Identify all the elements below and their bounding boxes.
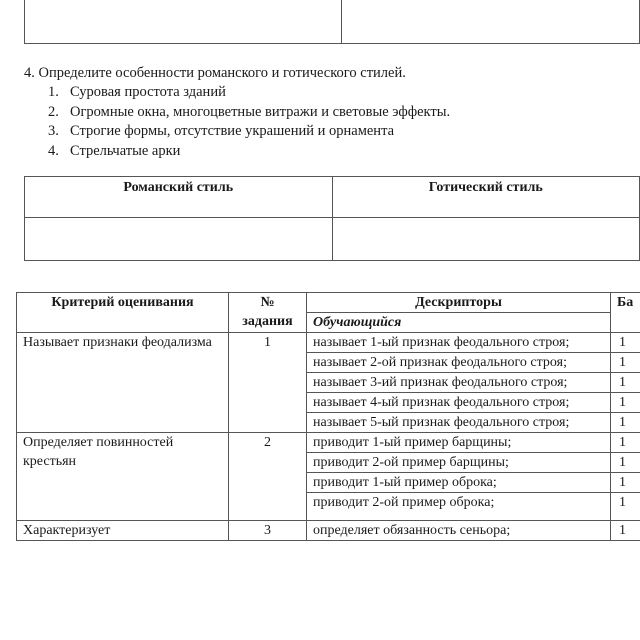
criterion-cell: Характеризует	[17, 521, 229, 541]
romanesque-answer-cell[interactable]	[25, 218, 333, 261]
points-header: Ба	[611, 293, 640, 333]
descriptor-cell: называет 4-ый признак феодального строя;	[307, 393, 611, 413]
table-divider	[341, 0, 342, 43]
descriptor-cell: называет 2-ой признак феодального строя;	[307, 353, 611, 373]
list-item: 1. Суровая простота зданий	[48, 84, 226, 100]
styles-table	[24, 176, 640, 261]
descriptor-cell: называет 5-ый признак феодального строя;	[307, 413, 611, 433]
descriptor-cell: называет 1-ый признак феодального строя;	[307, 333, 611, 353]
criterion-header: Критерий оценивания	[17, 293, 229, 333]
descriptors-subheader: Обучающийся	[307, 313, 611, 333]
list-item: 3. Строгие формы, отсутствие украшений и орнамента	[48, 123, 395, 139]
descriptor-cell: приводит 1-ый пример барщины;	[307, 433, 611, 453]
task-number-header: № задания	[229, 293, 307, 333]
gothic-answer-cell[interactable]	[332, 218, 640, 261]
points-cell: 1	[611, 473, 640, 493]
task-4-heading: 4. Определите особенности романского и готического стилей.	[24, 65, 406, 81]
table-row	[17, 433, 640, 453]
points-cell: 1	[611, 373, 640, 393]
table-row	[17, 333, 640, 353]
points-cell: 1	[611, 493, 640, 521]
task-4-list	[48, 83, 450, 161]
descriptor-cell: определяет обязанность сеньора;	[307, 521, 611, 541]
points-cell: 1	[611, 521, 640, 541]
points-cell: 1	[611, 333, 640, 353]
task-number-cell: 2	[229, 433, 307, 521]
descriptor-cell: приводит 2-ой пример оброка;	[307, 493, 611, 521]
points-cell: 1	[611, 453, 640, 473]
points-cell: 1	[611, 413, 640, 433]
list-item: 2. Огромные окна, многоцветные витражи и световые эффекты.	[48, 103, 451, 120]
descriptor-cell: приводит 1-ый пример оброка;	[307, 473, 611, 493]
gothic-header: Готический стиль	[332, 177, 640, 218]
points-cell: 1	[611, 353, 640, 373]
task-number-cell: 1	[229, 333, 307, 433]
list-item: 4. Стрельчатые арки	[48, 142, 181, 159]
descriptors-header: Дескрипторы	[307, 293, 611, 313]
task-number-cell: 3	[229, 521, 307, 541]
points-cell: 1	[611, 393, 640, 413]
criterion-cell: Называет признаки феодализма	[17, 333, 229, 433]
points-cell: 1	[611, 433, 640, 453]
romanesque-header: Романский стиль	[25, 177, 333, 218]
descriptor-cell: называет 3-ий признак феодального строя;	[307, 373, 611, 393]
descriptor-cell: приводит 2-ой пример барщины;	[307, 453, 611, 473]
criteria-table	[16, 292, 640, 541]
previous-table-fragment	[24, 0, 640, 44]
criterion-cell: Определяет повинностей крестьян	[17, 433, 229, 521]
table-row	[17, 521, 640, 541]
